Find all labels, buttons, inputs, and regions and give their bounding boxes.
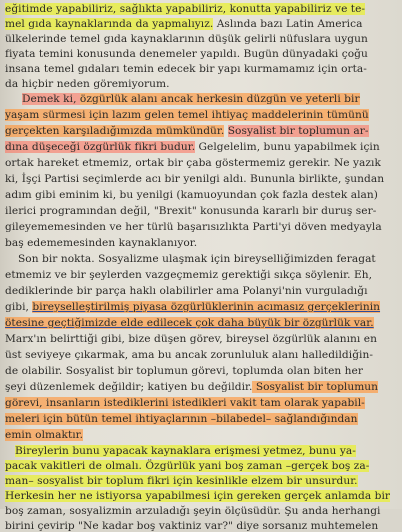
text-line xyxy=(5,285,368,297)
highlighted-text: eğitimde yapabiliriz, sağlıkta yapabiliriz, konutta yapabiliriz ve te- xyxy=(5,3,366,15)
text-line xyxy=(22,93,360,105)
text-segment: dediklerinde bir parça haklı olabilirler ama Polanyi'nin vurguladığı xyxy=(5,285,368,297)
text-line xyxy=(5,157,381,169)
text-segment: etmemiz ve bir şeylerden vazgeçmemiz gerektiği sıkça söylenir. Eh, xyxy=(5,269,373,281)
text-line xyxy=(5,333,377,345)
text-line xyxy=(5,18,362,30)
text-line xyxy=(5,189,378,201)
text-line xyxy=(15,445,356,457)
text-segment: ki, İşçi Partisi seçimlerde acı bir yenilgi aldı. Bununla birlikte, şundan xyxy=(5,173,385,185)
text-line xyxy=(5,460,369,472)
text-line xyxy=(5,173,384,185)
text-line xyxy=(5,475,358,487)
highlighted-text: yaşam sürmesi için lazım gelen temel ihtiyaç maddelerinin tümünü xyxy=(5,109,369,121)
highlighted-text: pacak vakitleri de olmalı. xyxy=(5,460,142,472)
highlighted-text: ancak herkesin düzgün ve yeterli bir xyxy=(157,93,360,105)
text-line xyxy=(5,78,170,90)
text-line xyxy=(5,397,365,409)
highlighted-text: emin olmaktır. xyxy=(5,429,84,441)
text-line xyxy=(5,33,368,45)
text-segment: baş edememesinden kaynaklanıyor. xyxy=(5,237,198,249)
text-segment: Son bir nokta. Sosyalizme ulaşmak için bireyselliğimizden feragat xyxy=(18,253,376,265)
text-line xyxy=(5,205,376,217)
text-line xyxy=(5,413,358,425)
text-segment: de olabilir. Sosyalist bir toplumun görevi, toplumda olan biten her xyxy=(5,365,363,377)
text-line xyxy=(5,141,380,153)
highlighted-text: man– sosyalist bir toplum fikri için kesinlikle elzem bir unsurdur. xyxy=(5,475,358,487)
text-segment: birini çevirip "Ne kadar boş vaktiniz var?" diye sorsanız muhtemelen xyxy=(5,520,379,532)
highlighted-text: Bireylerin bunu yapacak kaynaklara erişmesi yetmez, bunu ya- xyxy=(15,445,356,457)
highlighted-text: meleri için bütün temel ihtiyaçlarının –bilabedel– sağlandığından xyxy=(5,413,358,425)
text-segment: da hiçbir neden göremiyorum. xyxy=(5,78,170,90)
text-segment: fiyata temini konusunda denemeler yapıldı. Bugün dünyadaki çoğu xyxy=(5,48,368,60)
text-line xyxy=(5,269,372,281)
text-segment: Gelgelelim, bunu yapabilmek için xyxy=(195,141,380,153)
text-line xyxy=(5,48,368,60)
highlighted-text: mel gıda kaynaklarında da yapmalıyız. xyxy=(5,18,214,30)
text-line xyxy=(5,63,367,75)
highlighted-text: özgürlük alanı xyxy=(79,93,158,105)
text-segment: ülkelerinde temel gıda kaynaklarının düşük gelirli nüfuslara uygun xyxy=(5,33,368,45)
text-line xyxy=(5,505,381,517)
text-segment: üst seviyeye çıkarmak, ama bu ancak zorunluluk alanı halledildiğin- xyxy=(5,349,373,361)
highlighted-text: Herkesin her ne istiyorsa yapabilmesi için gereken gerçek anlamda bir xyxy=(5,490,391,502)
text-segment: şeyi düzenlemek değildir; katiyen bu değildir. xyxy=(5,381,253,393)
text-line xyxy=(5,490,390,502)
text-segment: ilerici programından değil, "Brexit" konusunda kararlı bir duruş ser- xyxy=(5,205,377,217)
text-segment: boş zaman, sosyalizmin arzuladığı şeyin ölçüsüdür. Şu anda herhangi xyxy=(5,505,381,517)
highlighted-text: dına düşeceği özgürlük fikri budur. xyxy=(5,141,196,153)
text-line xyxy=(5,365,363,377)
text-line xyxy=(18,253,376,265)
text-segment: gibi, xyxy=(5,301,33,313)
text-line xyxy=(5,301,380,313)
text-line xyxy=(5,381,378,393)
highlighted-text: Demek ki, xyxy=(22,93,80,105)
highlighted-text: bireyselleştirilmiş piyasa özgürlüklerinin acımasız gerçeklerinin xyxy=(32,301,381,313)
text-line xyxy=(5,349,373,361)
text-line xyxy=(5,237,197,249)
text-line xyxy=(5,520,378,532)
highlighted-text: ötesine geçtiğimizde elde edilecek çok daha büyük bir özgürlük var. xyxy=(5,317,374,329)
text-line xyxy=(5,109,369,121)
highlighted-text: gerçekten karşıladığımızda mümkündür. xyxy=(5,125,225,137)
text-line xyxy=(5,429,83,441)
text-segment: Marx'ın belirttiği gibi, bize düşen görev, bireysel özgürlük alanını en xyxy=(5,333,377,345)
text-line xyxy=(5,221,382,233)
text-line xyxy=(5,3,365,15)
text-segment: insana temel gıdaları temin edecek bir yapı kurmamamız için orta- xyxy=(5,63,367,75)
text-segment: ortak hareket etmemiz, ortak bir çaba göstermemiz gerekir. Ne yazık xyxy=(5,157,381,169)
text-line xyxy=(5,317,374,329)
highlighted-text: Özgürlük yani boş zaman –gerçek boş za- xyxy=(141,460,370,472)
highlighted-text: Sosyalist bir toplumun ar- xyxy=(227,125,369,137)
text-segment: Aslında bazı Latin America xyxy=(213,18,363,30)
text-line xyxy=(5,125,369,137)
text-segment: gileyememesinden ve her türlü başarısızlıkta Parti'yi döven medyayla xyxy=(5,221,382,233)
highlighted-text: Sosyalist bir toplumun xyxy=(252,381,379,393)
highlighted-text: görevi, insanların istediklerini istedikleri vakit tam olarak yapabil- xyxy=(5,397,365,409)
text-segment: adım gibi eminim ki, bu yenilgi (kamuoyundan çok fazla destek alan) xyxy=(5,189,378,201)
